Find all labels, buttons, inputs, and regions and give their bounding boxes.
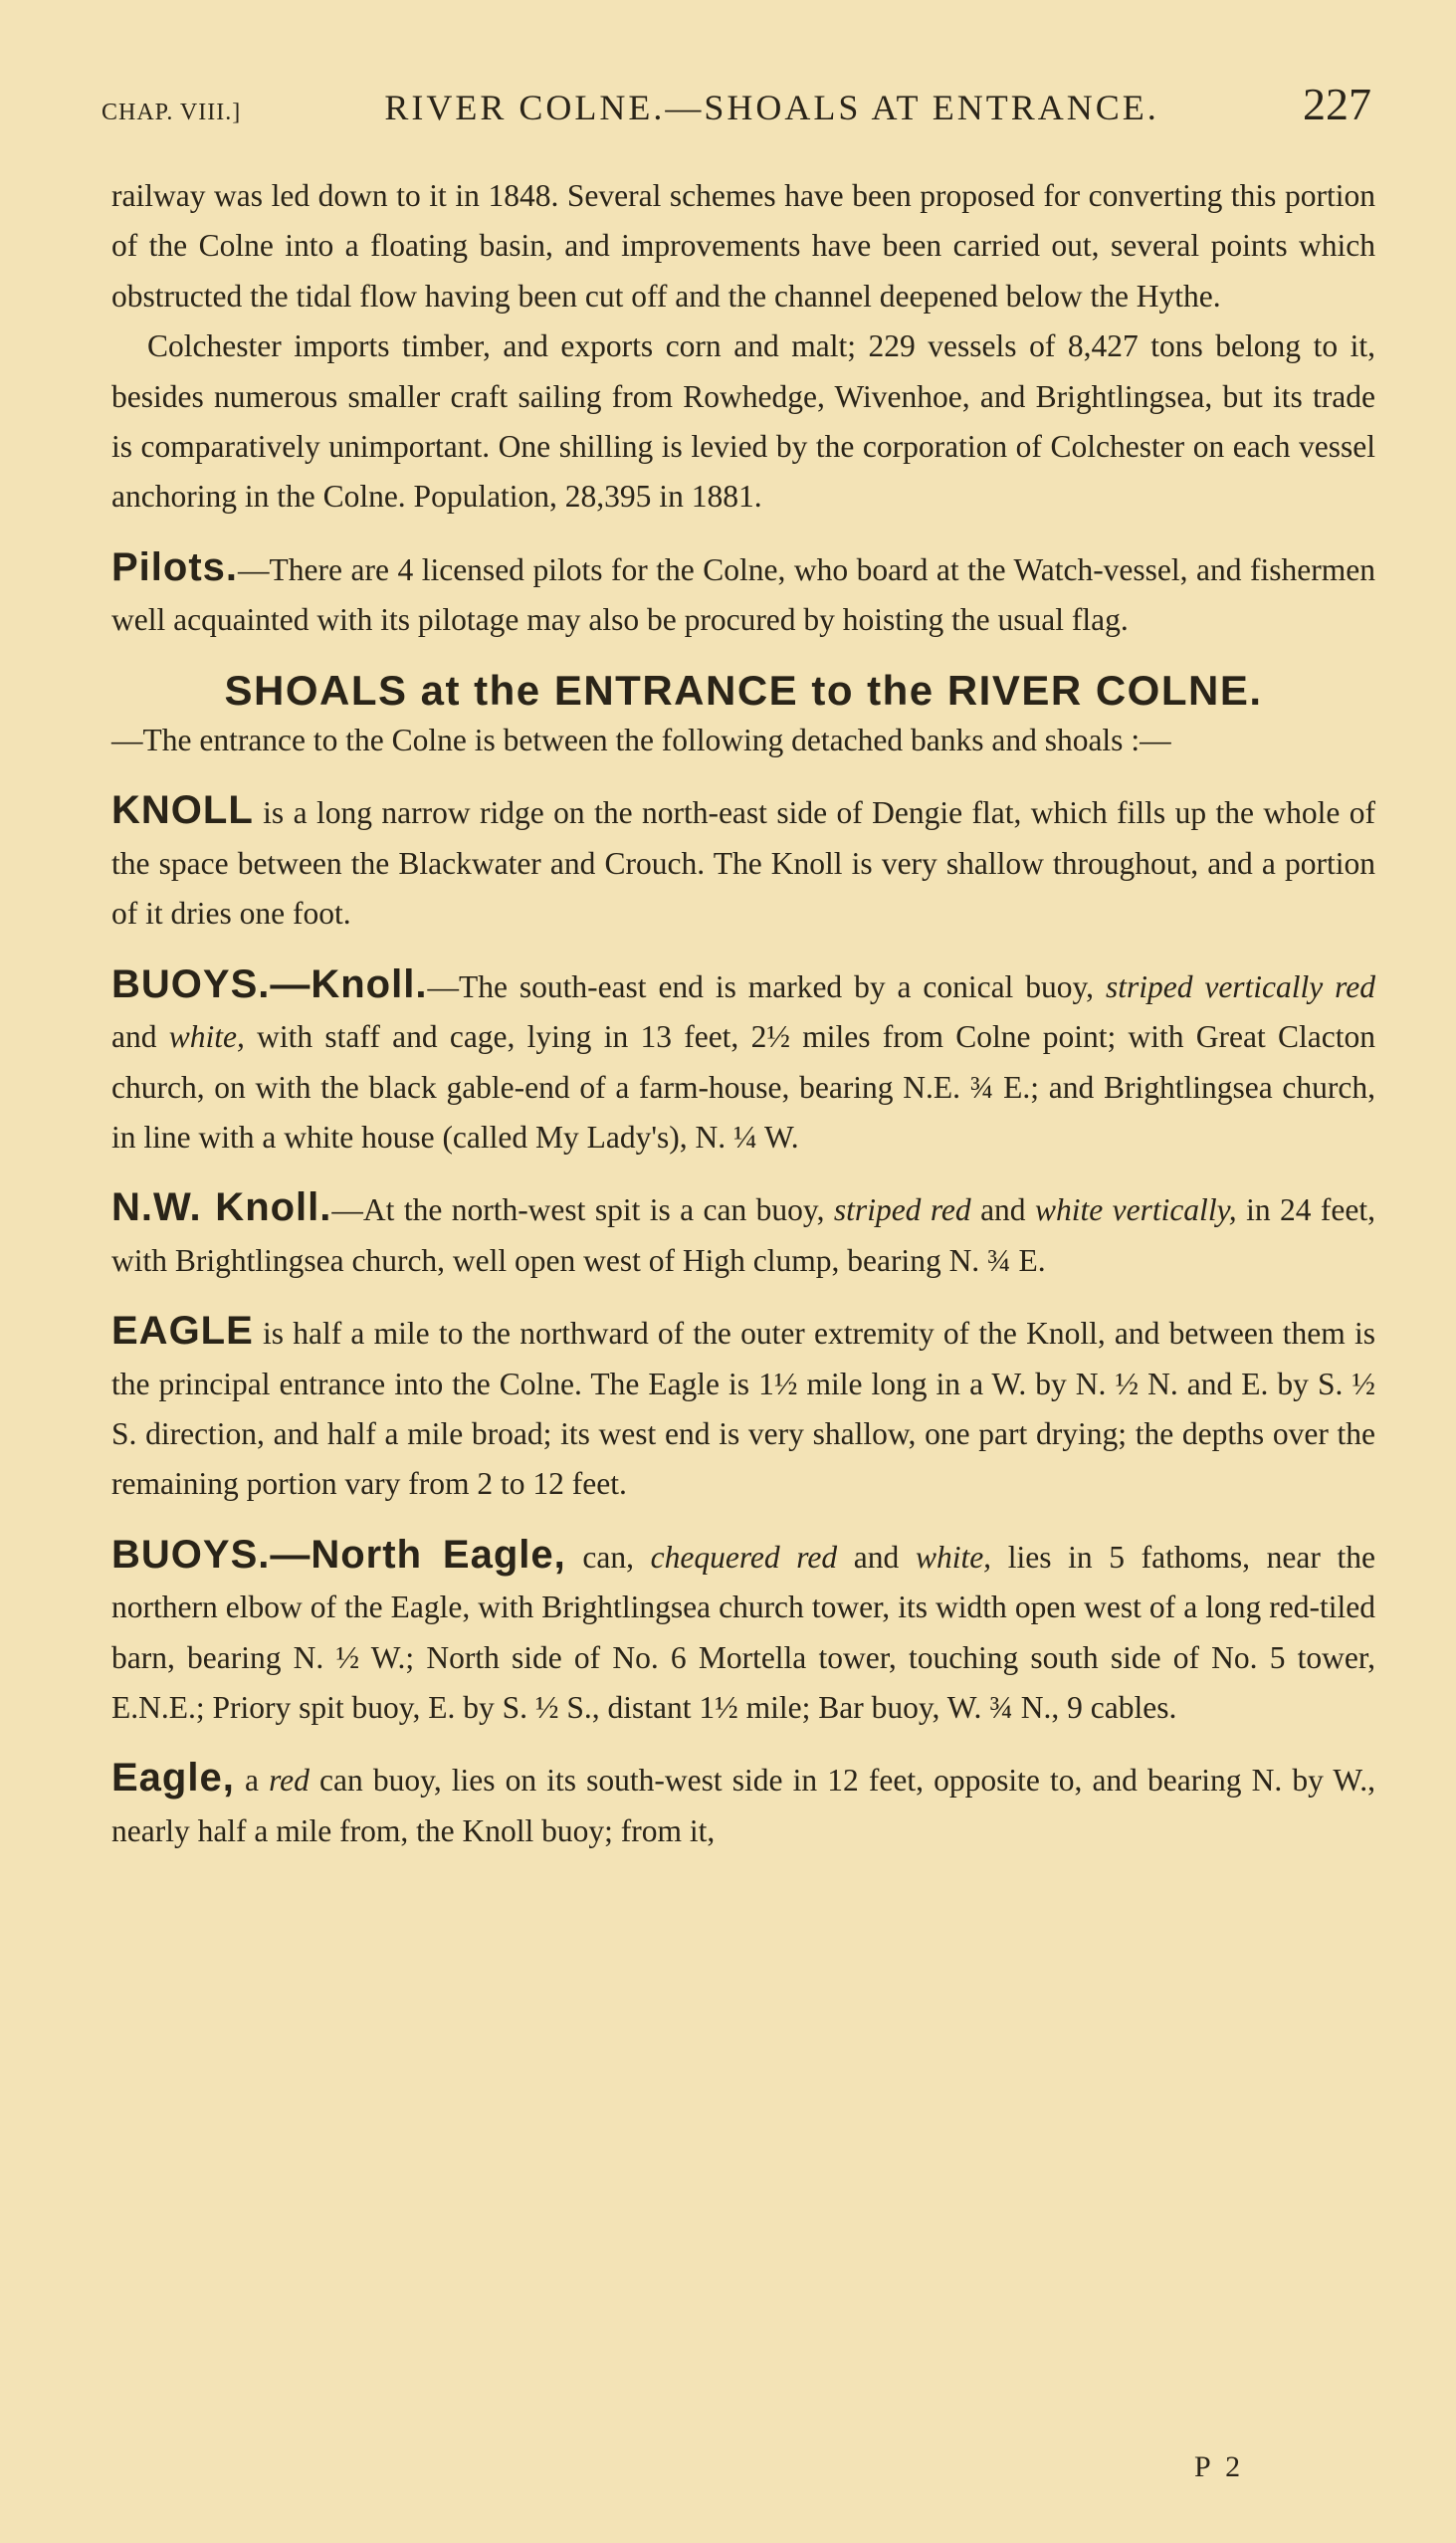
section-eagle-buoy — [111, 1753, 1375, 1856]
heading-buoys-north-eagle: BUOYS.—North Eagle, — [111, 1532, 566, 1577]
heading-eagle-buoy: Eagle, — [111, 1756, 235, 1801]
signature-mark: P 2 — [1194, 2450, 1245, 2483]
section-buoys-north-eagle — [111, 1530, 1375, 1734]
north-eagle-text-1: can, — [565, 1539, 651, 1575]
section-knoll — [111, 785, 1375, 939]
heading-shoals: SHOALS at the ENTRANCE to the RIVER COLNE. — [224, 666, 1263, 714]
buoys-knoll-text-3: with staff and cage, lying in 13 feet, 2½ miles from Colne point; with Great Clacton church, on with the black gable-end of a farm-house, bearing N.E. ¾ E.; and Brightlingsea church, in line with a white house (called My Lady's), N. ¼ W. — [111, 1019, 1375, 1155]
pilots-text: —There are 4 licensed pilots for the Colne, who board at the Watch-vessel, and fishermen well acquainted with its pilotage may also be procured by hoisting the usual flag. — [111, 551, 1375, 638]
knoll-text: is a long narrow ridge on the north-east side of Dengie flat, which fills up the whole of the space between the Blackwater and Crouch. The Knoll is very shallow throughout, and a portion of it dries one foot. — [111, 795, 1375, 932]
buoys-knoll-text-2: and — [111, 1019, 169, 1055]
north-eagle-text-3: lies in 5 fathoms, near the northern elbow of the Eagle, with Brightlingsea church tower, its width open west of a long red-tiled barn, bearing N. ½ W.; North side of No. 6 Mortella tower, touching south side of No. 5 tower, E.N.E.; Priory spit buoy, E. by S. ½ S., distant 1½ mile; Bar buoy, W. ¾ N., 9 cables. — [111, 1539, 1376, 1725]
buoys-knoll-italic-2: white, — [168, 1019, 245, 1055]
section-eagle — [111, 1306, 1375, 1510]
buoys-knoll-italic-1: striped vertically red — [1105, 968, 1375, 1004]
north-eagle-italic-1: chequered red — [650, 1539, 838, 1575]
paragraph-colchester-trade: Colchester imports timber, and exports corn and malt; 229 vessels of 8,427 tons belong to it, besides numerous smaller craft sailing from Rowhedge, Wivenhoe, and Brightlingsea, but its trade is comparatively unimportant. One shilling is levied by the corporation of Colchester on each vessel anchoring in the Colne. Population, 28,395 in 1881. — [111, 328, 1375, 515]
chapter-reference: CHAP. VIII.] — [102, 100, 242, 125]
north-eagle-text-2: and — [837, 1539, 916, 1575]
eagle-buoy-text-2: can buoy, lies on its south-west side in 12 feet, opposite to, and bearing N. by W., nearly half a mile from, the Knoll buoy; from it, — [111, 1763, 1376, 1848]
nw-knoll-italic-1: striped red — [833, 1192, 971, 1228]
nw-knoll-text-2: and — [970, 1192, 1035, 1228]
heading-knoll: KNOLL — [111, 788, 254, 833]
eagle-text: is half a mile to the northward of the outer extremity of the Knoll, and between them is the principal entrance into the Colne. The Eagle is 1½ mile long in a W. by N. ½ N. and E. by S. ½ S. direction, and half a mile broad; its west end is very shallow, one part drying; the depths over the remaining portion vary from 2 to 12 feet. — [111, 1316, 1375, 1502]
nw-knoll-text-3: in 24 feet, with Brightlingsea church, well open west of High clump, bearing N. ¾ E. — [111, 1192, 1375, 1278]
section-nw-knoll — [111, 1182, 1375, 1286]
eagle-buoy-italic-1: red — [269, 1763, 310, 1799]
running-title: RIVER COLNE.—SHOALS AT ENTRANCE. — [384, 88, 1159, 127]
eagle-buoy-text-1: a — [234, 1763, 270, 1799]
section-shoals — [111, 666, 1375, 766]
north-eagle-italic-2: white, — [915, 1539, 992, 1575]
nw-knoll-text-1: —At the north-west spit is a can buoy, — [331, 1192, 834, 1228]
paragraph-colne-works: railway was led down to it in 1848. Several schemes have been proposed for converting this portion of the Colne into a floating basin, and improvements have been carried out, several points which obstructed the tidal flow having been cut off and the channel deepened below the Hythe. — [111, 178, 1375, 314]
page-body — [111, 171, 1375, 1856]
buoys-knoll-text-1: —The south-east end is marked by a conical buoy, — [427, 968, 1106, 1004]
heading-nw-knoll: N.W. Knoll. — [111, 1185, 332, 1230]
heading-pilots: Pilots. — [111, 544, 239, 589]
nw-knoll-italic-2: white vertically, — [1034, 1192, 1237, 1228]
running-header — [102, 78, 1371, 130]
shoals-text: —The entrance to the Colne is between the following detached banks and shoals :— — [111, 723, 1171, 758]
heading-eagle: EAGLE — [111, 1309, 254, 1354]
heading-buoys-knoll: BUOYS.—Knoll. — [111, 961, 428, 1006]
page-number: 227 — [1303, 79, 1371, 129]
section-pilots — [111, 542, 1375, 646]
section-buoys-knoll — [111, 959, 1375, 1164]
